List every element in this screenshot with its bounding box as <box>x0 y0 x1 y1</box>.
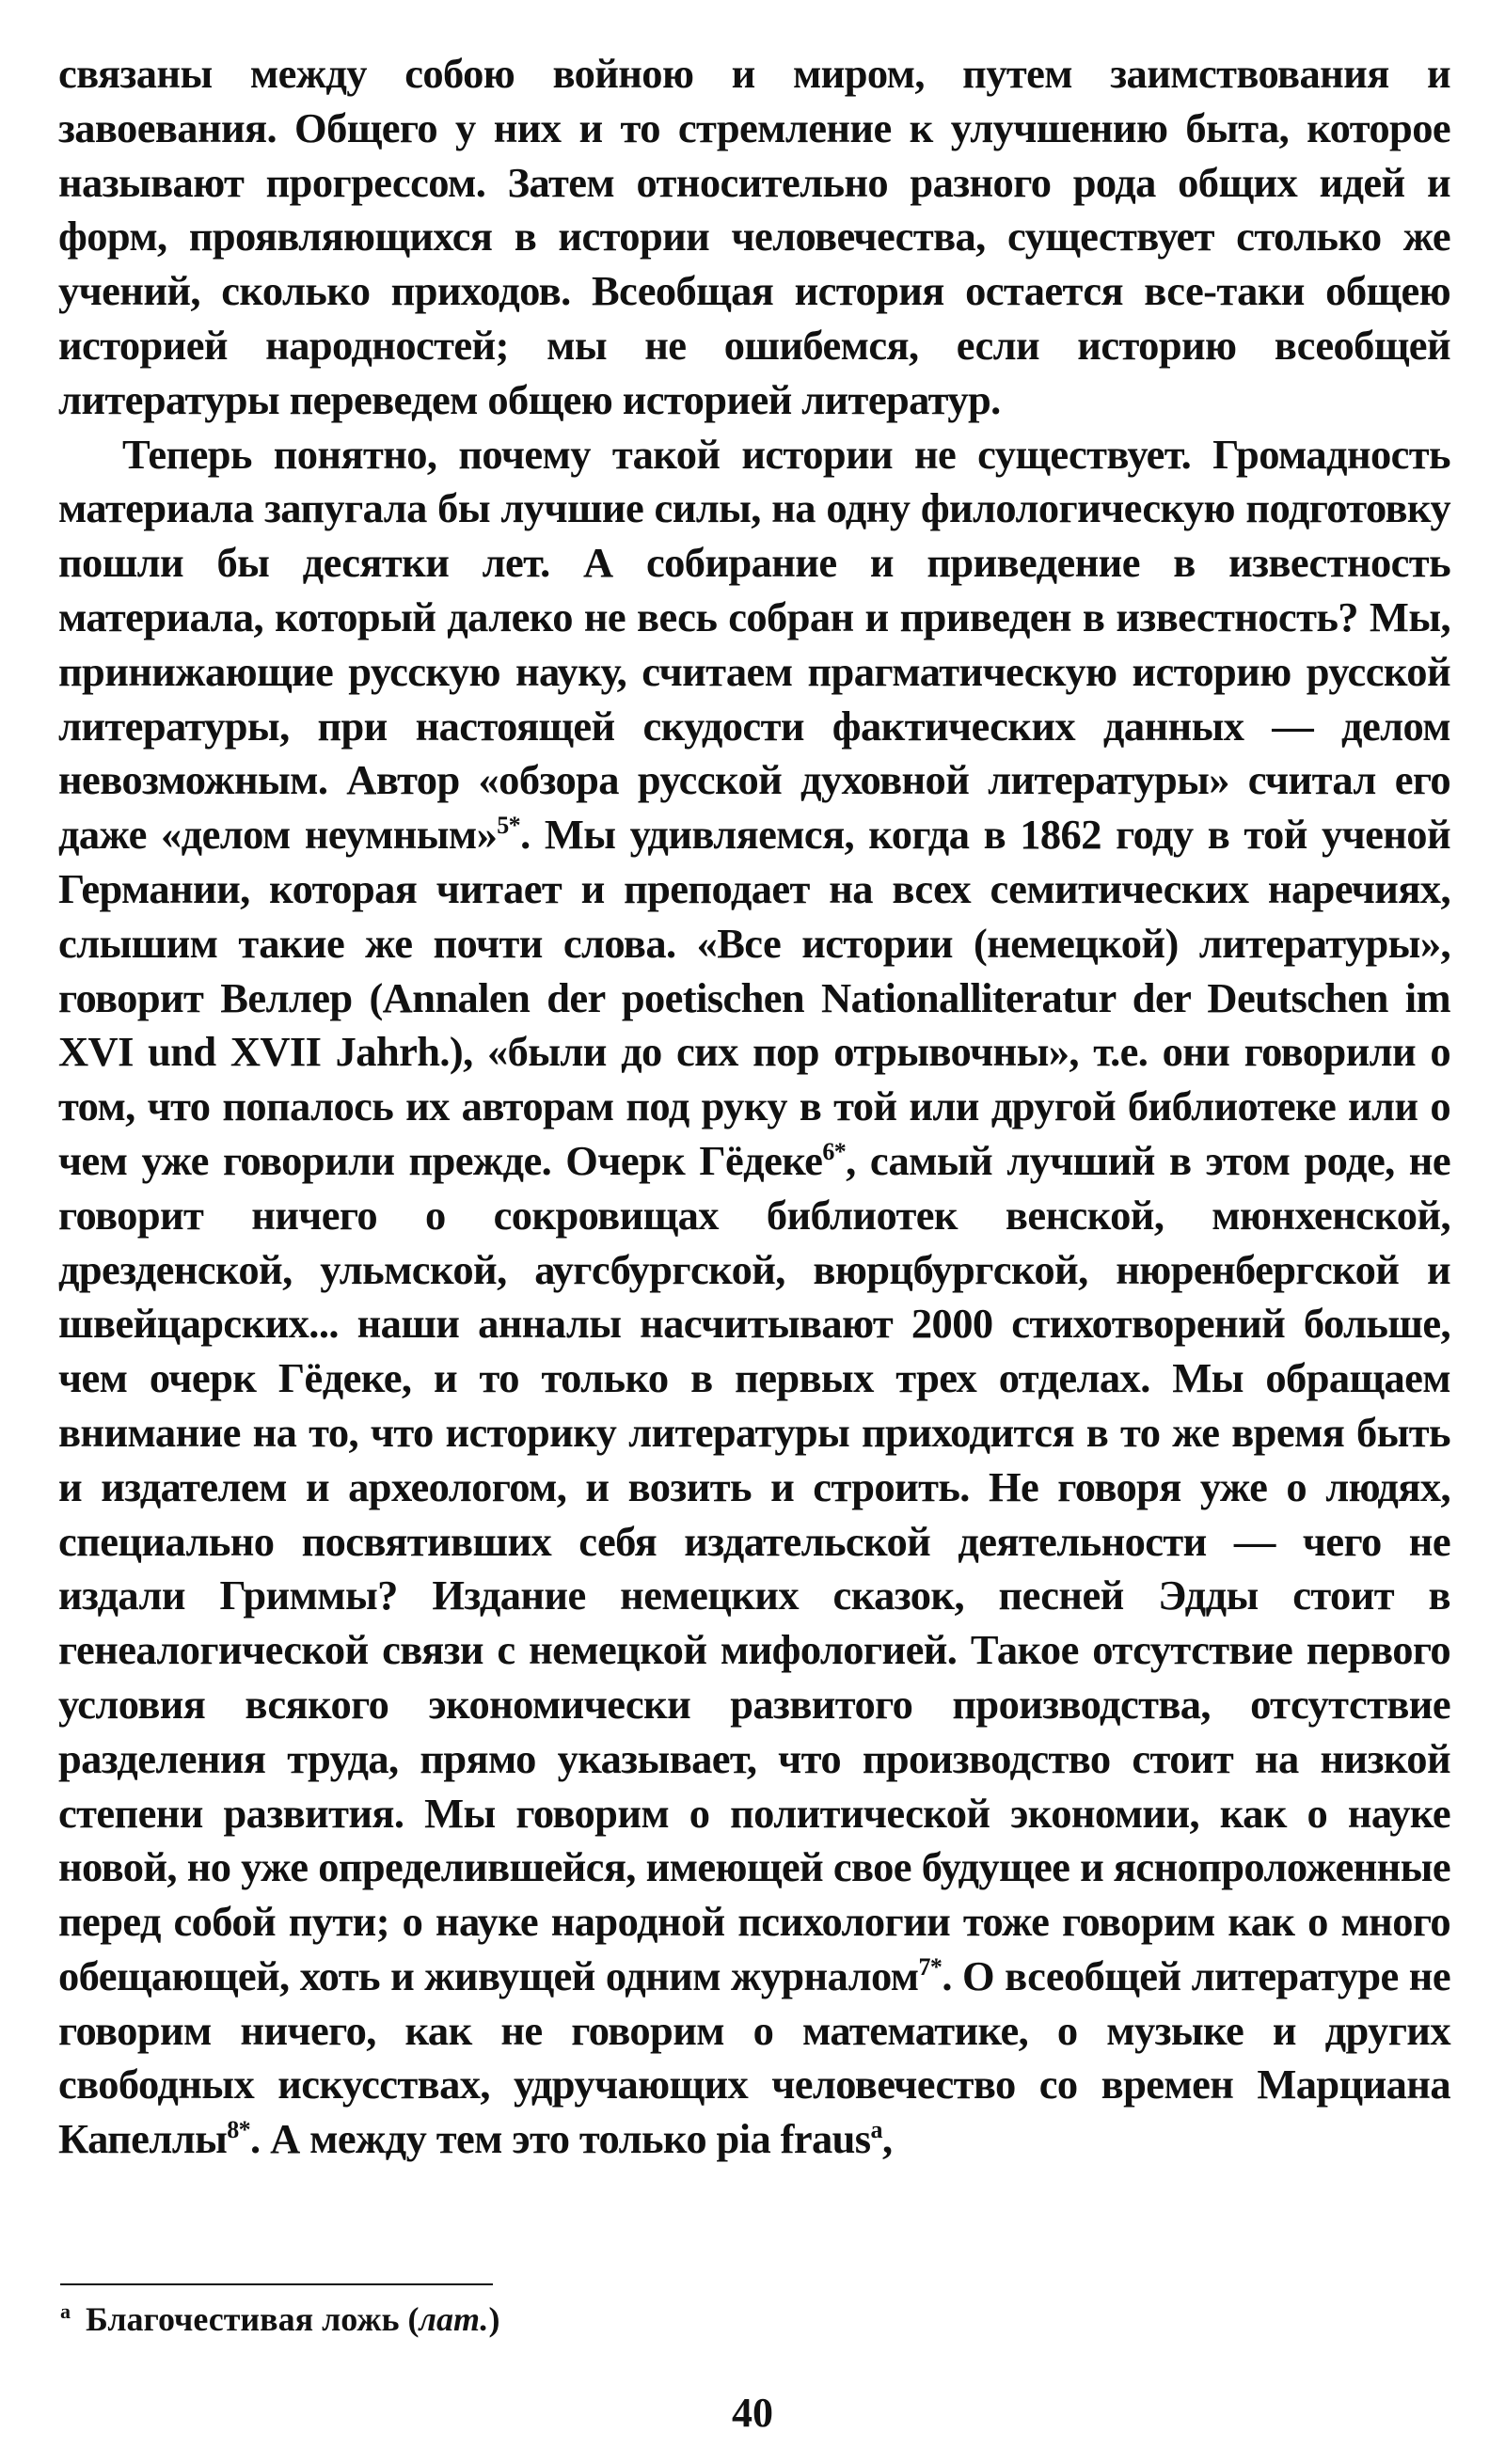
footnote <box>60 2297 499 2342</box>
footnote-divider <box>60 2283 493 2285</box>
main-text <box>58 47 1450 2167</box>
footnote-lang: лат. <box>419 2300 489 2338</box>
page-body <box>58 47 1450 2167</box>
footnote-close: ) <box>488 2300 500 2338</box>
footnote-ref-a: a <box>870 2116 882 2144</box>
paragraph-2-text-6: , <box>881 2115 893 2163</box>
paragraph-2 <box>58 428 1450 2168</box>
paragraph-2-text-4: . О всеобщей литературе не говорим ничего, как не говорим о математике, о музыке и других свободных искусствах, удручающих человечество со времен Марциана Капеллы <box>58 1951 1451 2163</box>
paragraph-1: связаны между собою войною и миром, путем заимствования и завоевания. Общего у них и то стремление к улучшению быта, которое называют прогрессом. Затем относительно разного рода общих идей и форм, проявляющихся в истории человечества, существует столько же учений, сколько приходов. Всеобщая история остается все-таки общею историей народностей; мы не ошибемся, если историю всеобщей литературы переведем общею историей литератур. <box>58 50 1450 423</box>
footnote-ref-7: 7* <box>918 1953 943 1982</box>
paragraph-2-text-2: . Мы удивляемся, когда в 1862 году в той ученой Германии, которая читает и преподает на всех семитических наречиях, слышим такие же почти слова. «Все истории (немецкой) литературы», говорит Веллер (Annalen der poetischen Nationalliteratur der Deutschen im XVI und XVII Jahrh.), «были до сих пор отрывочны», т.е. они говорили о том, что попалось их авторам под руку в той или другой библиотеке или о чем уже говорили прежде. Очерк Гёдеке <box>58 811 1450 1184</box>
footnote-mark: a <box>60 2299 71 2323</box>
paragraph-2-text-5: . А между тем это только pia fraus <box>250 2115 871 2163</box>
footnote-ref-5: 5* <box>497 812 521 840</box>
footnote-ref-6: 6* <box>822 1138 847 1166</box>
paragraph-2-text-3: , самый лучший в этом роде, не говорит ничего о сокровищах библиотек венской, мюнхенской, дрезденской, ульмской, аугсбургской, вюрцбургской, нюренбергской и швейцарских... наши анналы насчитывают 2000 стихотворений больше, чем очерк Гёдеке, и то только в первых трех отделах. Мы обращаем внимание на то, что историку литературы приходится в то же время быть и издателем и археологом, и возить и строить. Не говоря уже о людях, специально посвятивших себя издательской деятельности — чего не издали Гриммы? Издание немецких сказок, песней Эдды стоит в генеалогической связи с немецкой мифологией. Такое отсутствие первого условия всякого экономически развитого производства, отсутствие разделения труда, прямо указывает, что производство стоит на низкой степени развития. Мы говорим о политической экономии, как о науке новой, но уже определившейся, имеющей свое будущее и яснопроложенные перед собой пути; о науке народной психологии тоже говорим как о много обещающей, хоть и живущей одним журналом <box>58 1136 1450 1999</box>
footnote-text: Благочестивая ложь ( <box>86 2300 420 2338</box>
page-number: 40 <box>732 2390 773 2436</box>
paragraph-2-text-1: Теперь понятно, почему такой истории не существует. Громадность материала запугала бы лучшие силы, на одну филологическую подготовку пошли бы десятки лет. А собирание и приведение в известность материала, который далеко не весь собран и приведен в известность? Мы, принижающие русскую науку, считаем прагматическую историю русской литературы, при настоящей скудости фактических данных — делом невозможным. Автор «обзора русской духовной литературы» считал его даже «делом неумным» <box>58 430 1450 859</box>
footnote-ref-8: 8* <box>227 2116 251 2144</box>
